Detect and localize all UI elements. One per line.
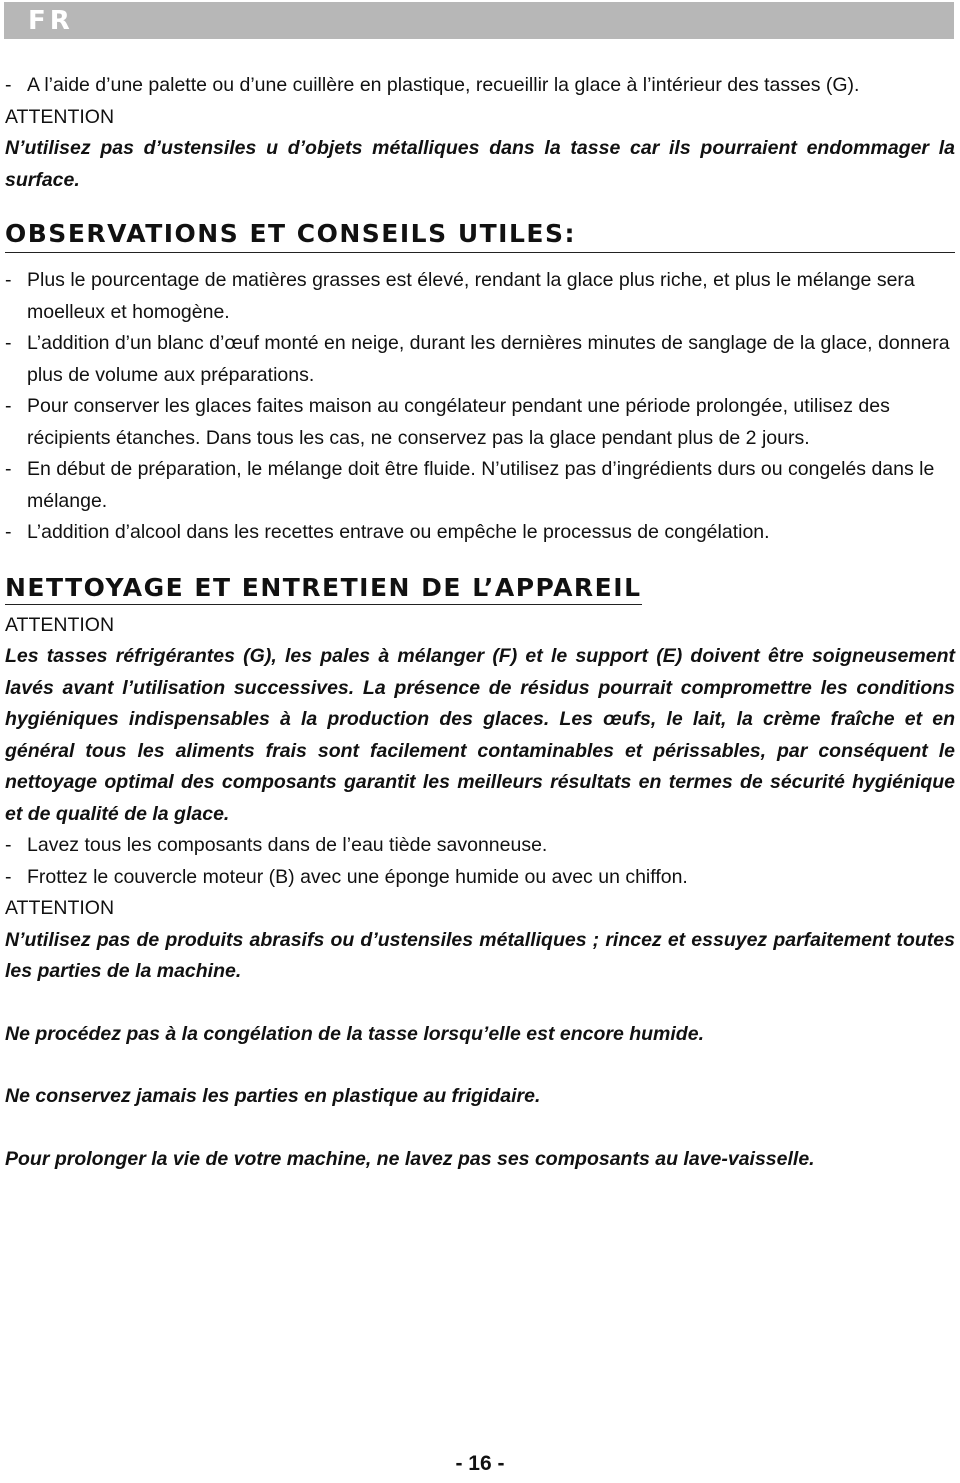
- bullet-dash: -: [5, 74, 12, 96]
- language-header-bar: [4, 2, 954, 39]
- list-item-text: L’addition d’alcool dans les recettes entrave ou empêche le processus de congélation.: [27, 521, 770, 543]
- dishwasher-note: Pour prolonger la vie de votre machine, ne lavez pas ses composants au lave-vaisselle.: [5, 1147, 815, 1170]
- list-item: - Frottez le couvercle moteur (B) avec une éponge humide ou avec un chiffon.: [5, 865, 688, 888]
- storage-note: Ne conservez jamais les parties en plastique au frigidaire.: [5, 1085, 541, 1107]
- list-item-text: Frottez le couvercle moteur (B) avec une éponge humide ou avec un chiffon.: [27, 865, 688, 888]
- page-content: [5, 70, 955, 1175]
- list-item-text: En début de préparation, le mélange doit être fluide. N’utilisez pas d’ingrédients durs ou congelés dans le mélange.: [27, 458, 935, 512]
- page-number: - 16 -: [455, 1452, 505, 1475]
- intro-bullet-text: A l’aide d’une palette ou d’une cuillère en plastique, recueillir la glace à l’intérieur des tasses (G).: [27, 74, 860, 96]
- abrasive-warning: N’utilisez pas de produits abrasifs ou d’ustensiles métalliques ; rincez et essuyez parfaitement toutes les parties de la machine.: [5, 928, 955, 982]
- list-item-text: L’addition d’un blanc d’œuf monté en neige, durant les dernières minutes de sanglage de la glace, donnera plus de volume aux préparations.: [27, 332, 950, 386]
- intro-warning: N’utilisez pas d’ustensiles u d’objets métalliques dans la tasse car ils pourraient endommager la surface.: [5, 137, 955, 191]
- observations-heading: OBSERVATIONS ET CONSEILS UTILES:: [5, 219, 955, 253]
- freezing-note: Ne procédez pas à la congélation de la tasse lorsqu’elle est encore humide.: [5, 1022, 704, 1045]
- cleaning-heading: [5, 573, 955, 603]
- list-item: - L’addition d’alcool dans les recettes entrave ou empêche le processus de congélation.: [5, 521, 770, 543]
- attention-label: ATTENTION: [5, 105, 115, 128]
- list-item-text: Plus le pourcentage de matières grasses est élevé, rendant la glace plus riche, et plus le mélange sera moelleux et homogène.: [27, 269, 915, 323]
- list-item: - Pour conserver les glaces faites maison au congélateur pendant une période prolongée, utilisez des récipients étanches. Dans tous les cas, ne conservez pas la glace pendant plus de 2 jours.: [5, 395, 890, 449]
- list-item-text: Lavez tous les composants dans de l’eau tiède savonneuse.: [27, 834, 548, 856]
- list-item: - Plus le pourcentage de matières grasses est élevé, rendant la glace plus riche, et plus le mélange sera moelleux et homogène.: [5, 269, 915, 323]
- observations-list: [5, 265, 955, 549]
- list-item-text: Pour conserver les glaces faites maison au congélateur pendant une période prolongée, utilisez des récipients étanches. Dans tous les cas, ne conservez pas la glace pendant plus de 2 jours.: [27, 395, 890, 449]
- language-label: FR: [28, 6, 74, 36]
- intro-bullet: [5, 70, 955, 102]
- cleaning-heading-text: NETTOYAGE ET ENTRETIEN DE L’APPAREIL: [5, 573, 642, 605]
- cleaning-warning: Les tasses réfrigérantes (G), les pales à mélanger (F) et le support (E) doivent être soigneusement lavés avant l’utilisation successives. La présence de résidus pourrait compromettre les conditions hygiéniques indispensables à la production des glaces. Les œufs, le lait, la crème fraîche et en général tous les aliments frais sont facilement contaminables et périssables, par conséquent le nettoyage optimal des composants garantit les meilleurs résultats en termes de sécurité hygiénique et de qualité de la glace.: [5, 645, 955, 825]
- attention-label: ATTENTION: [5, 897, 115, 919]
- list-item: - L’addition d’un blanc d’œuf monté en neige, durant les dernières minutes de sanglage de la glace, donnera plus de volume aux préparations.: [5, 332, 950, 386]
- attention-label: ATTENTION: [5, 613, 115, 636]
- list-item: - Lavez tous les composants dans de l’eau tiède savonneuse.: [5, 834, 548, 856]
- list-item: - En début de préparation, le mélange doit être fluide. N’utilisez pas d’ingrédients durs ou congelés dans le mélange.: [5, 458, 935, 512]
